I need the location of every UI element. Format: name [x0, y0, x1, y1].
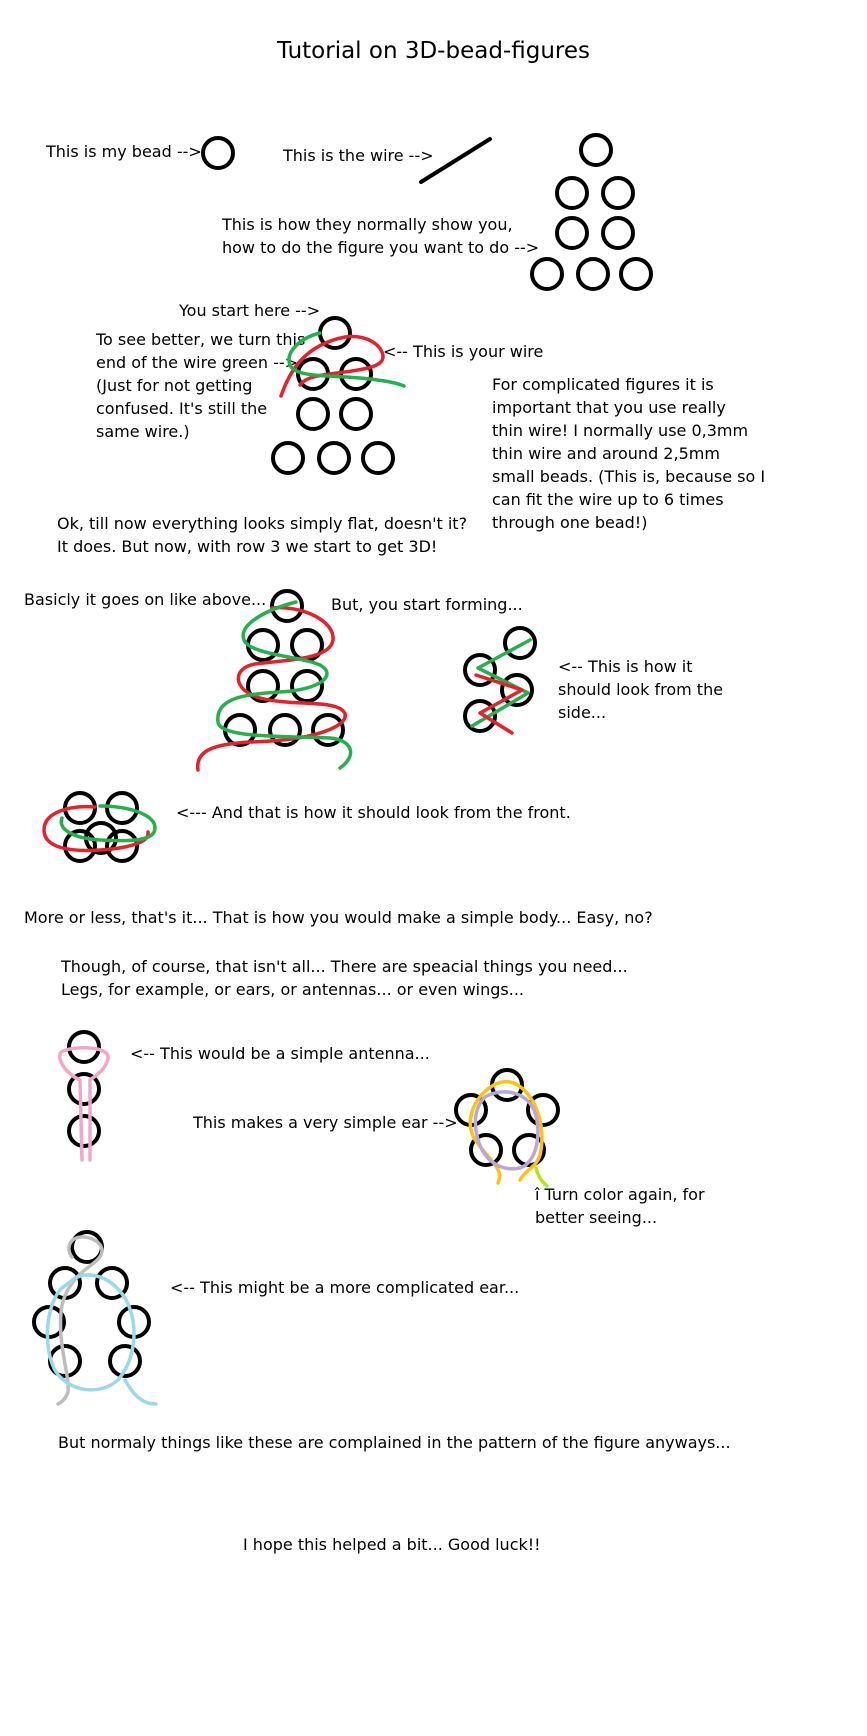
- turn-green-line-4: confused. It's still the: [96, 399, 268, 418]
- bead: [298, 399, 328, 429]
- thin-wire-line-6: can fit the wire up to 6 times: [492, 490, 724, 509]
- basicly-label: Basicly it goes on like above...: [24, 590, 267, 609]
- normal-show-line-1: This is how they normally show you,: [222, 215, 513, 234]
- flat-pattern: [532, 135, 651, 289]
- wire-label: This is the wire -->: [283, 146, 434, 165]
- bead: [319, 443, 349, 473]
- bead: [581, 135, 611, 165]
- bead: [363, 443, 393, 473]
- good-luck-label: I hope this helped a bit... Good luck!!: [243, 1535, 541, 1554]
- simple-ear-label: This makes a very simple ear -->: [193, 1113, 458, 1132]
- thin-wire-line-1: For complicated figures it is: [492, 375, 714, 394]
- turn-color-line-2: better seeing...: [535, 1208, 658, 1227]
- side-line-3: side...: [558, 703, 607, 722]
- complained-label: But normaly things like these are complained in the pattern of the figure anyways...: [58, 1433, 731, 1452]
- body-label: More or less, that's it... That is how you would make a simple body... Easy, no?: [24, 908, 653, 927]
- complex-ear-label: <-- This might be a more complicated ear...: [170, 1278, 520, 1297]
- page-title: Tutorial on 3D-bead-figures: [277, 38, 590, 64]
- side-line-2: should look from the: [558, 680, 724, 699]
- bead: [578, 259, 608, 289]
- bead: [341, 399, 371, 429]
- turn-color-line-1: î Turn color again, for: [535, 1185, 705, 1204]
- front-label: <--- And that is how it should look from the front.: [176, 803, 571, 822]
- bead-label: This is my bead -->: [46, 142, 202, 161]
- front-view: [44, 793, 155, 861]
- special-line-1: Though, of course, that isn't all... There are speacial things you need...: [61, 957, 628, 976]
- thin-wire-line-4: thin wire and around 2,5mm: [492, 444, 720, 463]
- flat-line-2: It does. But now, with row 3 we start to get 3D!: [57, 537, 438, 556]
- bead: [341, 359, 371, 389]
- thin-wire-line-2: important that you use really: [492, 398, 726, 417]
- normal-show-line-2: how to do the figure you want to do -->: [222, 238, 540, 257]
- bead: [532, 259, 562, 289]
- turn-green-line-3: (Just for not getting: [96, 376, 253, 395]
- wire: [536, 1168, 547, 1186]
- side-view: [465, 628, 535, 733]
- thin-wire-line-5: small beads. (This is, because so I: [492, 467, 766, 486]
- antenna: [60, 1032, 108, 1160]
- turn-green-line-1: To see better, we turn this: [96, 330, 306, 349]
- side-line-1: <-- This is how it: [558, 657, 693, 676]
- your-wire-label: <-- This is your wire: [383, 342, 544, 361]
- turn-green-line-5: same wire.): [96, 422, 190, 441]
- start-here-label: You start here -->: [179, 301, 321, 320]
- simple-ear: [456, 1070, 558, 1186]
- turn-green-line-2: end of the wire green -->: [96, 353, 299, 372]
- complex-ear: [34, 1232, 156, 1404]
- thin-wire-line-7: through one bead!): [492, 513, 648, 532]
- start-pattern: [273, 318, 404, 473]
- antenna-label: <-- This would be a simple antenna...: [130, 1044, 430, 1063]
- thin-wire-line-3: thin wire! I normally use 0,3mm: [492, 421, 749, 440]
- bead: [557, 178, 587, 208]
- special-line-2: Legs, for example, or ears, or antennas... or even wings...: [61, 980, 524, 999]
- bead: [557, 218, 587, 248]
- forming-pattern: [198, 591, 351, 770]
- bead: [505, 628, 535, 658]
- bead: [603, 218, 633, 248]
- bead: [273, 443, 303, 473]
- bead: [603, 178, 633, 208]
- bead-example: [203, 138, 233, 168]
- flat-line-1: Ok, till now everything looks simply flat, doesn't it?: [57, 514, 468, 533]
- bead: [621, 259, 651, 289]
- bead: [69, 1116, 99, 1146]
- wire-example: [421, 139, 490, 182]
- forming-label: But, you start forming...: [331, 595, 523, 614]
